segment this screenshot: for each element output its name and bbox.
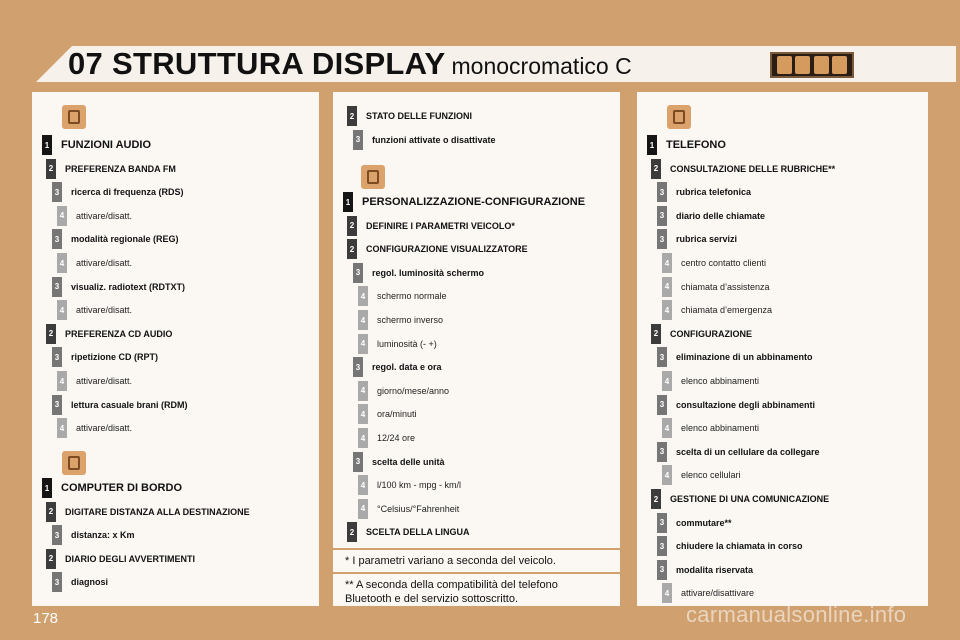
menu-item-label: elenco cellulari [681,470,741,481]
level-badge: 4 [358,334,368,354]
footnote-parameters: * I parametri variano a seconda del veicolo. [345,555,556,567]
menu-item-level-3 [657,394,815,416]
fuel-pump-icon [62,451,86,475]
level-badge: 3 [52,572,62,592]
level-badge: 3 [52,395,62,415]
menu-item-label: chiamata d’emergenza [681,305,773,316]
menu-item-label: GESTIONE DI UNA COMUNICAZIONE [670,494,830,504]
menu-item-label: SCELTA DELLA LINGUA [366,527,470,538]
menu-item-label: funzioni attivate o disattivate [372,134,496,145]
level-badge: 4 [57,418,67,438]
level-badge: 3 [353,357,363,377]
menu-item-label: regol. luminosità schermo [372,267,485,278]
level-badge: 2 [651,159,661,179]
menu-item-label: rubrica servizi [676,234,738,245]
menu-item-label: luminosità (- +) [377,338,437,349]
level-badge: 3 [657,536,667,556]
menu-item-level-3 [52,346,158,368]
menu-item-label: PREFERENZA BANDA FM [65,163,176,174]
menu-item-label: commutare** [676,517,732,528]
menu-item-label: 12/24 ore [377,433,416,443]
panel-audio-computer [32,92,319,606]
level-badge: 3 [353,263,363,283]
menu-item-level-3 [353,262,484,284]
menu-item-level-3 [657,559,753,581]
menu-item-label: diario delle chiamate [676,210,766,221]
menu-item-label: °Celsius/°Fahrenheit [377,503,460,514]
menu-item-label: scelta delle unità [372,456,445,467]
menu-item-level-4 [57,252,132,274]
level-badge: 3 [657,229,667,249]
menu-item-label: ricerca di frequenza (RDS) [71,187,184,198]
level-badge: 3 [52,182,62,202]
menu-item-label: PERSONALIZZAZIONE-CONFIGURAZIONE [362,196,586,208]
menu-item-label: centro contatto clienti [681,258,767,268]
level-badge: 3 [52,347,62,367]
level-badge: 4 [662,418,672,438]
menu-item-level-3 [657,441,820,463]
page-number: 178 [33,610,59,627]
menu-item-level-3 [52,228,179,250]
level-badge: 4 [662,277,672,297]
menu-item-level-3 [52,571,108,593]
level-badge: 4 [358,428,368,448]
menu-item-label: consultazione degli abbinamenti [676,399,816,410]
level-badge: 4 [57,206,67,226]
level-badge: 1 [647,135,657,155]
page-title [68,44,632,90]
level-badge: 4 [662,300,672,320]
level-badge: 4 [358,286,368,306]
menu-item-level-3 [52,524,135,546]
level-badge: 3 [52,277,62,297]
menu-item-label: attivare/disatt. [76,423,133,434]
level-badge: 2 [347,216,357,236]
menu-item-label: lettura casuale brani (RDM) [71,399,188,410]
menu-item-level-2 [347,521,470,543]
menu-item-label: attivare/disatt. [76,210,133,221]
menu-item-label: CONSULTAZIONE DELLE RUBRICHE** [670,163,836,174]
radio-icon [62,105,86,129]
menu-item-label: modalita riservata [676,564,754,575]
menu-item-level-3 [52,276,185,298]
level-badge: 3 [657,560,667,580]
menu-item-label: schermo normale [377,291,447,302]
menu-item-label: TELEFONO [666,139,726,151]
level-badge: 3 [657,206,667,226]
menu-item-level-4 [57,299,132,321]
menu-item-label: schermo inverso [377,315,444,325]
level-badge: 2 [347,522,357,542]
page-title-sub: monocromatico C [451,53,632,79]
level-badge: 1 [343,192,353,212]
menu-item-label: attivare/disatt. [76,258,133,268]
menu-item-label: ripetizione CD (RPT) [71,352,158,363]
menu-item-label: scelta di un cellulare da collegare [676,446,820,457]
level-badge: 4 [662,371,672,391]
menu-item-level-2 [46,501,250,523]
level-badge: 4 [358,404,368,424]
menu-item-level-2 [651,158,835,180]
panel-telephone [637,92,928,606]
menu-item-level-3 [353,356,442,378]
level-badge: 4 [662,253,672,273]
menu-item-label: PREFERENZA CD AUDIO [65,328,173,339]
menu-item-level-4 [358,333,437,355]
menu-item-label: chiudere la chiamata in corso [676,541,803,552]
menu-item-level-1 [42,134,151,156]
menu-item-label: FUNZIONI AUDIO [61,139,152,151]
display-icon [814,56,829,74]
footnote-bluetooth: ** A seconda della compatibilità del telefono Bluetooth e del servizio sottoscritto. [345,579,558,605]
menu-item-level-4 [358,474,461,496]
menu-item-level-2 [46,323,172,345]
level-badge: 4 [57,300,67,320]
level-badge: 3 [52,229,62,249]
menu-item-level-2 [347,215,515,237]
menu-item-label: DIARIO DEGLI AVVERTIMENTI [65,553,196,564]
menu-item-level-4 [662,252,766,274]
menu-item-level-3 [657,228,737,250]
note-divider [333,572,620,574]
menu-item-label: attivare/disattivare [681,588,755,599]
level-badge: 4 [358,475,368,495]
menu-item-label: elenco abbinamenti [681,376,760,386]
level-badge: 3 [657,182,667,202]
menu-item-level-4 [358,403,417,425]
menu-item-label: CONFIGURAZIONE [670,328,752,339]
menu-item-label: COMPUTER DI BORDO [61,482,182,494]
level-badge: 2 [347,106,357,126]
menu-item-label: modalità regionale (REG) [71,234,179,245]
level-badge: 3 [657,442,667,462]
menu-item-level-4 [358,285,447,307]
menu-item-level-3 [657,181,751,203]
menu-item-label: elenco abbinamenti [681,423,760,434]
menu-item-level-2 [651,323,752,345]
display-icon [777,56,792,74]
level-badge: 2 [46,159,56,179]
menu-item-label: CONFIGURAZIONE VISUALIZZATORE [366,244,528,255]
menu-item-level-1 [343,191,585,213]
menu-item-label: regol. data e ora [372,362,442,373]
menu-item-level-2 [651,488,829,510]
note-divider [333,548,620,550]
menu-item-level-3 [353,129,496,151]
level-badge: 4 [57,253,67,273]
menu-item-label: l/100 km - mpg - km/l [377,480,462,491]
menu-item-label: rubrica telefonica [676,187,752,198]
menu-item-level-1 [42,477,182,499]
phone-icon [667,105,691,129]
menu-item-level-4 [358,309,443,331]
level-badge: 4 [358,499,368,519]
menu-item-level-4 [662,370,759,392]
level-badge: 4 [662,465,672,485]
menu-item-level-3 [52,394,188,416]
level-badge: 2 [46,324,56,344]
menu-item-level-4 [57,370,132,392]
watermark: carmanualsonline.info [686,602,907,627]
menu-item-level-2 [347,105,472,127]
menu-item-level-4 [358,498,459,520]
level-badge: 4 [57,371,67,391]
level-badge: 2 [651,324,661,344]
title-notch [36,46,72,82]
menu-item-label: attivare/disatt. [76,376,133,386]
menu-item-label: DIGITARE DISTANZA ALLA DESTINAZIONE [65,506,250,517]
menu-item-level-3 [657,346,813,368]
menu-item-level-4 [57,205,132,227]
menu-item-label: eliminazione di un abbinamento [676,352,813,363]
menu-item-label: giorno/mese/anno [377,385,450,396]
menu-item-level-4 [662,276,770,298]
menu-item-level-4 [662,464,741,486]
menu-item-level-4 [358,427,415,449]
menu-item-level-4 [57,417,132,439]
display-icon [795,56,810,74]
menu-item-level-3 [657,535,803,557]
level-badge: 2 [347,239,357,259]
page-title-main: 07 STRUTTURA DISPLAY [68,46,446,81]
menu-item-level-3 [353,451,445,473]
level-badge: 3 [657,395,667,415]
level-badge: 2 [46,549,56,569]
menu-item-label: chiamata d’assistenza [681,281,770,292]
menu-item-label: ora/minuti [377,409,417,420]
level-badge: 3 [52,525,62,545]
menu-item-level-3 [657,512,732,534]
menu-item-level-2 [347,238,528,260]
level-badge: 2 [651,489,661,509]
display-icons-strip [770,52,854,78]
menu-item-level-4 [662,417,759,439]
menu-item-level-3 [52,181,184,203]
level-badge: 3 [657,513,667,533]
level-badge: 3 [657,347,667,367]
level-badge: 4 [662,583,672,603]
menu-item-label: distanza: x Km [71,530,135,541]
menu-item-label: attivare/disatt. [76,305,133,316]
menu-item-label: STATO DELLE FUNZIONI [366,111,472,121]
level-badge: 1 [42,478,52,498]
menu-item-level-2 [46,548,195,570]
menu-item-label: DEFINIRE I PARAMETRI VEICOLO* [366,220,515,231]
settings-icon [361,165,385,189]
level-badge: 1 [42,135,52,155]
panel-configuration [333,92,620,606]
level-badge: 4 [358,310,368,330]
menu-item-level-4 [358,380,449,402]
level-badge: 2 [46,502,56,522]
menu-item-level-4 [662,299,772,321]
level-badge: 4 [358,381,368,401]
menu-item-label: visualiz. radiotext (RDTXT) [71,281,186,292]
menu-item-level-3 [657,205,765,227]
level-badge: 3 [353,130,363,150]
menu-item-label: diagnosi [71,577,109,588]
menu-item-level-1 [647,134,726,156]
display-icon [832,56,847,74]
menu-item-level-2 [46,158,176,180]
level-badge: 3 [353,452,363,472]
